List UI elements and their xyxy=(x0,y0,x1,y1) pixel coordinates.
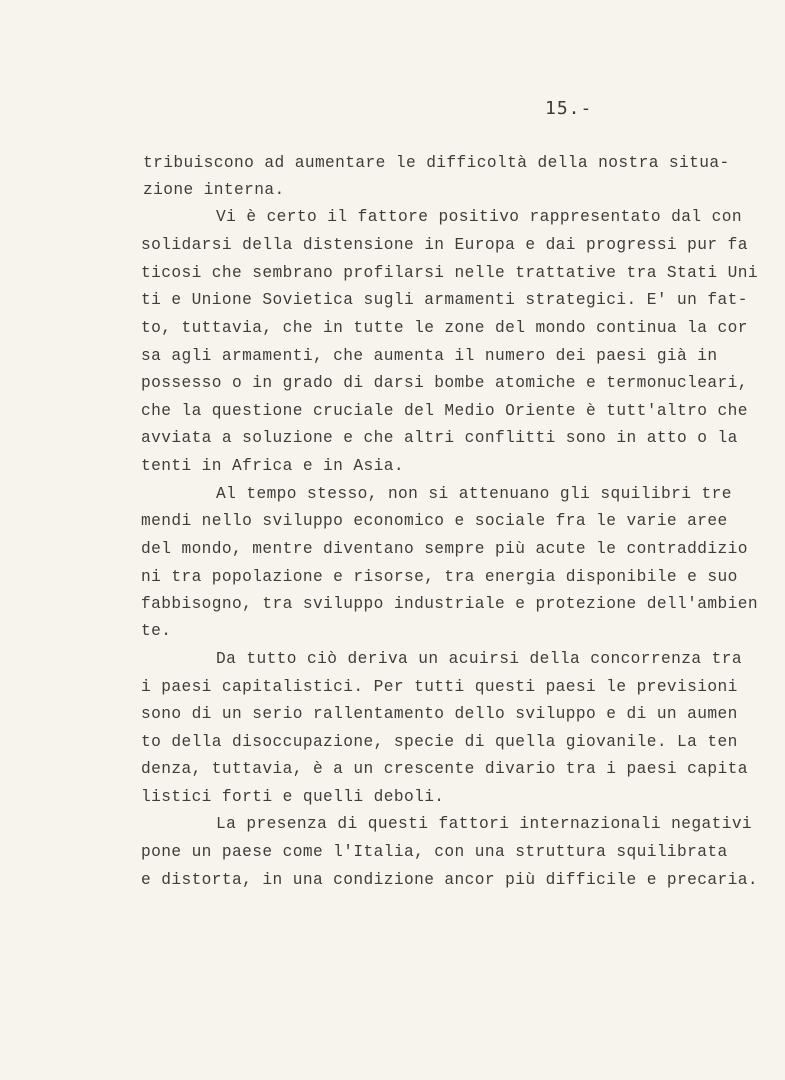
text-line: Vi è certo il fattore positivo rappresentato dal con xyxy=(216,208,742,226)
text-line: to della disoccupazione, specie di quella giovanile. La ten xyxy=(141,733,738,751)
text-line: to, tuttavia, che in tutte le zone del mondo continua la cor xyxy=(141,319,748,337)
text-line: solidarsi della distensione in Europa e dai progressi pur fa xyxy=(141,236,748,254)
text-line: e distorta, in una condizione ancor più difficile e precaria. xyxy=(141,871,758,889)
text-line: zione interna. xyxy=(143,181,285,199)
text-line: Al tempo stesso, non si attenuano gli squilibri tre xyxy=(216,485,732,503)
text-line: che la questione cruciale del Medio Oriente è tutt'altro che xyxy=(141,402,748,420)
text-line: listici forti e quelli deboli. xyxy=(141,788,445,806)
text-line: i paesi capitalistici. Per tutti questi paesi le previsioni xyxy=(141,678,738,696)
text-line: ti e Unione Sovietica sugli armamenti strategici. E' un fat- xyxy=(141,291,748,309)
text-line: del mondo, mentre diventano sempre più acute le contraddizio xyxy=(141,540,748,558)
text-line: possesso o in grado di darsi bombe atomiche e termonucleari, xyxy=(141,374,748,392)
text-line: sono di un serio rallentamento dello sviluppo e di un aumen xyxy=(141,705,738,723)
text-line: tribuiscono ad aumentare le difficoltà della nostra situa- xyxy=(143,154,730,172)
text-line: mendi nello sviluppo economico e sociale fra le varie aree xyxy=(141,512,728,530)
text-line: denza, tuttavia, è a un crescente divario tra i paesi capita xyxy=(141,760,748,778)
page-number: 15.- xyxy=(545,98,593,119)
text-line: pone un paese come l'Italia, con una struttura squilibrata xyxy=(141,843,728,861)
text-line: sa agli armamenti, che aumenta il numero dei paesi già in xyxy=(141,347,718,365)
text-line: La presenza di questi fattori internazionali negativi xyxy=(216,815,753,833)
text-line: te. xyxy=(141,622,172,640)
text-line: avviata a soluzione e che altri conflitti sono in atto o la xyxy=(141,429,738,447)
text-line: fabbisogno, tra sviluppo industriale e protezione dell'ambien xyxy=(141,595,758,613)
text-line: tenti in Africa e in Asia. xyxy=(141,457,404,475)
text-line: ni tra popolazione e risorse, tra energia disponibile e suo xyxy=(141,568,738,586)
text-line: Da tutto ciò deriva un acuirsi della concorrenza tra xyxy=(216,650,742,668)
text-line: ticosi che sembrano profilarsi nelle trattative tra Stati Uni xyxy=(141,264,758,282)
